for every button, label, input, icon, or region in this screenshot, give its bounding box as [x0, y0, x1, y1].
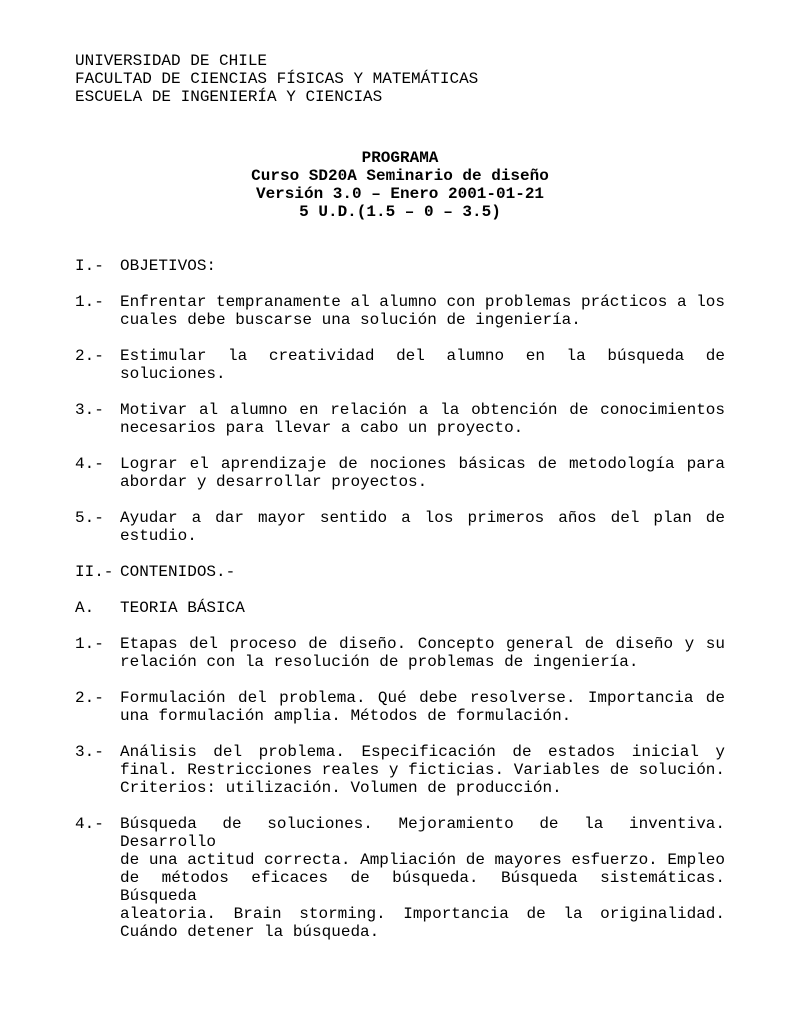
- item-number: 3.-: [75, 743, 104, 761]
- list-item-objetivo-2: [75, 347, 725, 383]
- section-title: OBJETIVOS:: [120, 257, 217, 275]
- list-item-objetivo-3: [75, 401, 725, 437]
- list-item-objetivo-4: [75, 455, 725, 491]
- text-line: Formulación del problema. Qué debe resolverse. Importancia de: [120, 689, 725, 707]
- text-line: Ayudar a dar mayor sentido a los primeros años del plan de: [120, 509, 725, 527]
- section-heading-objetivos: [75, 257, 725, 275]
- version-line: Versión 3.0 – Enero 2001-01-21: [255, 185, 545, 203]
- list-item-contenido-2: [75, 689, 725, 725]
- item-number: 1.-: [75, 635, 104, 653]
- text-line: Etapas del proceso de diseño. Concepto general de diseño y su: [120, 635, 725, 653]
- text-line: Motivar al alumno en relación a la obtención de conocimientos: [120, 401, 725, 419]
- title-block: [75, 149, 725, 221]
- item-number: 5.-: [75, 509, 104, 527]
- section-heading-contenidos: [75, 563, 725, 581]
- list-item-objetivo-5: [75, 509, 725, 545]
- item-number: 2.-: [75, 347, 104, 365]
- text-line: cuales debe buscarse una solución de ingeniería.: [120, 311, 581, 329]
- text-line: soluciones.: [120, 365, 226, 383]
- text-line: aleatoria. Brain storming. Importancia de la originalidad.: [120, 905, 725, 923]
- text-line: de métodos eficaces de búsqueda. Búsqueda sistemáticas. Búsqueda: [120, 869, 725, 905]
- subsection-heading-teoria-basica: [75, 599, 725, 617]
- section-title: CONTENIDOS.-: [120, 563, 236, 581]
- course-title: Curso SD20A Seminario de diseño: [251, 167, 549, 185]
- letterhead-line-university: UNIVERSIDAD DE CHILE: [75, 52, 268, 70]
- section-number: I.-: [75, 257, 104, 275]
- text-line: necesarios para llevar a cabo un proyecto.: [120, 419, 524, 437]
- text-line: final. Restricciones reales y ficticias. Variables de solución.: [120, 761, 725, 779]
- text-line: abordar y desarrollar proyectos.: [120, 473, 428, 491]
- item-number: 2.-: [75, 689, 104, 707]
- item-text: [120, 401, 725, 437]
- list-item-contenido-4: [75, 815, 725, 941]
- subsection-letter: A.: [75, 599, 95, 617]
- item-text: [120, 815, 725, 941]
- text-line: Análisis del problema. Especificación de estados inicial y: [120, 743, 725, 761]
- item-text: [120, 635, 725, 671]
- text-line: Enfrentar tempranamente al alumno con problemas prácticos a los: [120, 293, 725, 311]
- text-line: Cuándo detener la búsqueda.: [120, 923, 380, 941]
- text-line: Búsqueda de soluciones. Mejoramiento de la inventiva. Desarrollo: [120, 815, 725, 851]
- item-number: 1.-: [75, 293, 104, 311]
- text-line: Lograr el aprendizaje de nociones básicas de metodología para: [120, 455, 725, 473]
- letterhead: [75, 52, 725, 106]
- text-line: relación con la resolución de problemas de ingeniería.: [120, 653, 639, 671]
- subsection-title: TEORIA BÁSICA: [120, 599, 245, 617]
- text-line: una formulación amplia. Métodos de formulación.: [120, 707, 572, 725]
- item-text: [120, 743, 725, 797]
- text-line: de una actitud correcta. Ampliación de mayores esfuerzo. Empleo: [120, 851, 725, 869]
- text-line: Estimular la creatividad del alumno en la búsqueda de: [120, 347, 725, 365]
- letterhead-line-school: ESCUELA DE INGENIERÍA Y CIENCIAS: [75, 88, 383, 106]
- item-number: 4.-: [75, 815, 104, 833]
- item-text: [120, 347, 725, 383]
- item-number: 4.-: [75, 455, 104, 473]
- item-text: [120, 293, 725, 329]
- credits-line: 5 U.D.(1.5 – 0 – 3.5): [299, 203, 501, 221]
- text-line: estudio.: [120, 527, 197, 545]
- list-item-contenido-1: [75, 635, 725, 671]
- item-number: 3.-: [75, 401, 104, 419]
- list-item-objetivo-1: [75, 293, 725, 329]
- list-item-contenido-3: [75, 743, 725, 797]
- section-number: II.-: [75, 563, 114, 581]
- document-title: PROGRAMA: [361, 149, 439, 167]
- item-text: [120, 509, 725, 545]
- item-text: [120, 455, 725, 491]
- text-line: Criterios: utilización. Volumen de producción.: [120, 779, 562, 797]
- item-text: [120, 689, 725, 725]
- letterhead-line-faculty: FACULTAD DE CIENCIAS FÍSICAS Y MATEMÁTICAS: [75, 70, 479, 88]
